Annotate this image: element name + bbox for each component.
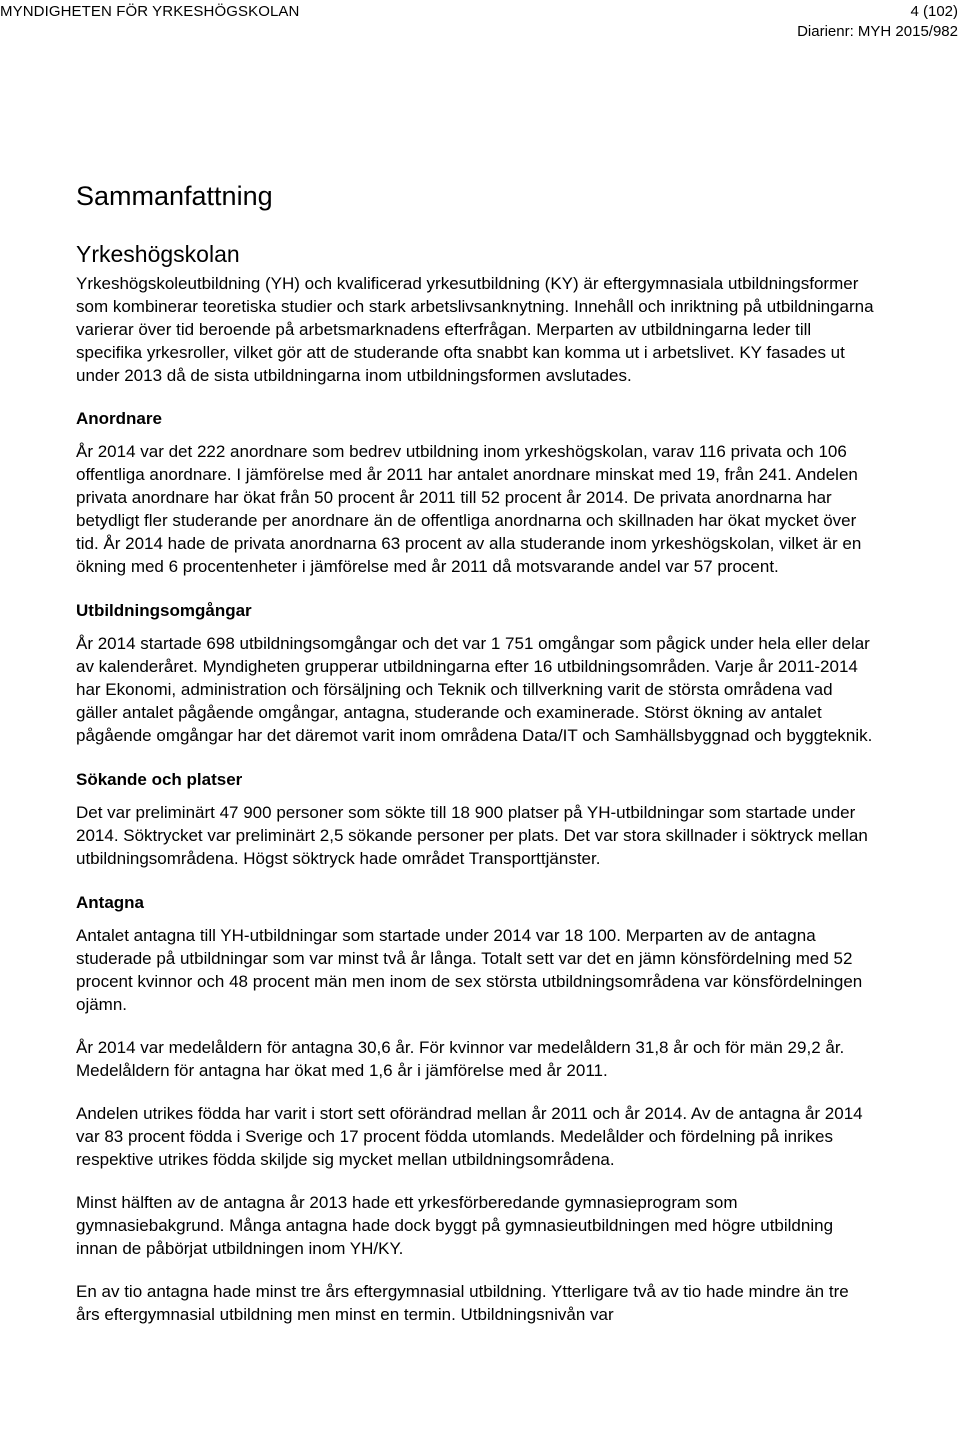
page-number: 4 (102) [910, 3, 958, 20]
organization-name: MYNDIGHETEN FÖR YRKESHÖGSKOLAN [0, 3, 300, 20]
section-anordnare [76, 407, 876, 578]
paragraph: En av tio antagna hade minst tre års eftergymnasial utbildning. Ytterligare två av tio hade mindre än tre års eftergymnasial utbildning men minst en termin. Utbildningsnivån var [76, 1282, 849, 1324]
page-header [0, 0, 960, 50]
section-utbildningsomgangar [76, 599, 876, 747]
diary-number: Diarienr: MYH 2015/982 [797, 23, 958, 40]
paragraph: Antalet antagna till YH-utbildningar som startade under 2014 var 18 100. Merparten av de antagna studerade på utbildningar som var minst två år långa. Totalt sett var det en jämn könsfördelning med 52 procent kvinnor och 48 procent män men inom de sex största utbildningsområdena var könsfördelningen ojämn. [76, 926, 863, 1014]
paragraph: År 2014 var medelåldern för antagna 30,6 år. För kvinnor var medelåldern 31,8 år och för män 29,2 år. Medelåldern för antagna har ökat med 1,6 år i jämförelse med år 2011. [76, 1038, 845, 1080]
paragraph: Minst hälften av de antagna år 2013 hade ett yrkesförberedande gymnasieprogram som gymnasiebakgrund. Många antagna hade dock byggt på gymnasieutbildningen med högre utbildning innan de påbörjat utbildningen inom YH/KY. [76, 1193, 834, 1258]
subtitle: Yrkeshögskolan [76, 241, 240, 267]
paragraph: Andelen utrikes födda har varit i stort sett oförändrad mellan år 2011 och år 2014. Av de antagna år 2014 var 83 procent födda i Sverige och 17 procent födda utomlands. Medelålder och fördelning på inrikes respektive utrikes födda skiljde sig mycket mellan utbildningsområdena. [76, 1104, 863, 1169]
section-sokande-och-platser [76, 768, 876, 870]
document-body [76, 176, 876, 1346]
section-heading: Antagna [76, 893, 144, 912]
section-heading: Utbildningsomgångar [76, 601, 252, 620]
section-antagna [76, 891, 876, 1326]
section-heading: Sökande och platser [76, 770, 243, 789]
paragraph: År 2014 var det 222 anordnare som bedrev utbildning inom yrkeshögskolan, varav 116 privata och 106 offentliga anordnare. I jämförelse med år 2011 har antalet anordnare minskat med 19, från 241. Andelen privata anordnare har ökat från 50 procent år 2011 till 52 procent år 2014. De privata anordnarna har betydligt fler studerande per anordnare än de offentliga anordnarna och skillnaden har ökat mycket över tid. År 2014 hade de privata anordnarna 63 procent av alla studerande inom yrkeshögskolan, vilket är en ökning med 6 procentenheter i jämförelse med år 2011 då motsvarande andel var 57 procent. [76, 442, 862, 576]
paragraph: År 2014 startade 698 utbildningsomgångar och det var 1 751 omgångar som pågick under hela eller delar av kalenderåret. Myndigheten grupperar utbildningarna efter 16 utbildningsområden. Varje år 2011-2014 har Ekonomi, administration och försäljning och Teknik och tillverkning varit de största områdena vad gäller antalet pågående omgångar, antagna, studerande och examinerade. Störst ökning av antalet pågående omgångar har det däremot varit inom områdena Data/IT och Samhällsbyggnad och byggteknik. [76, 634, 873, 745]
section-heading: Anordnare [76, 409, 162, 428]
intro-paragraph: Yrkeshögskoleutbildning (YH) och kvalificerad yrkesutbildning (KY) är eftergymnasiala utbildningsformer som kombinerar teoretiska studier och stark arbetslivsanknytning. Innehåll och inriktning på utbildningarna varierar över tid beroende på arbetsmarknadens efterfrågan. Merparten av utbildningarna leder till specifika yrkesroller, vilket gör att de studerande ofta snabbt kan komma ut i arbetslivet. KY fasades ut under 2013 då de sista utbildningarna inom utbildningsformen avslutades. [76, 274, 874, 385]
paragraph: Det var preliminärt 47 900 personer som sökte till 18 900 platser på YH-utbildningar som startade under 2014. Söktrycket var preliminärt 2,5 sökande personer per plats. Det var stora skillnader i söktryck mellan utbildningsområdena. Högst söktryck hade området Transporttjänster. [76, 803, 868, 868]
page-title: Sammanfattning [76, 181, 273, 211]
